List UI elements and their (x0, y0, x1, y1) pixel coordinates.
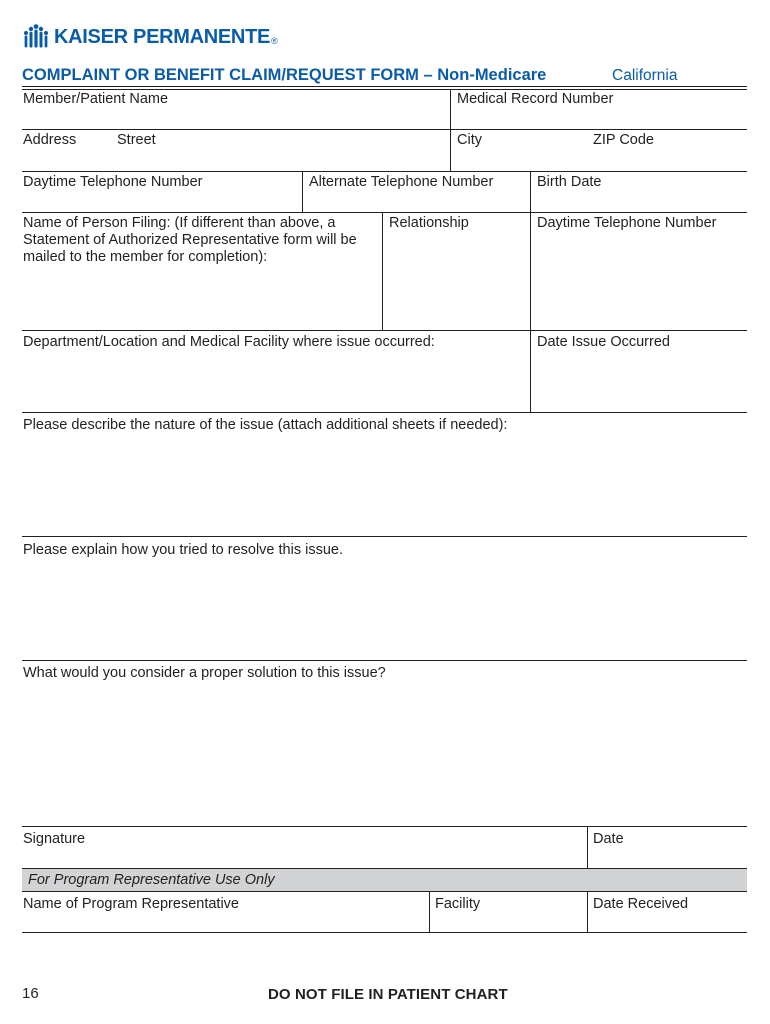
address-field[interactable] (22, 130, 450, 171)
page-number: 16 (22, 985, 39, 1002)
person-filing-label: Name of Person Filing: (If different than above, a Statement of Authorized Representative form will be mailed to the member for completion): (23, 215, 357, 265)
department-location-label: Department/Location and Medical Facility where issue occurred: (23, 334, 435, 350)
member-name-label: Member/Patient Name (23, 91, 169, 107)
signature-date-label: Date (593, 831, 624, 847)
medical-record-number-label: Medical Record Number (457, 91, 614, 107)
rule-row11 (22, 932, 747, 933)
zip-label: ZIP Code (593, 132, 654, 148)
title-rule (22, 86, 747, 87)
form-region: California (612, 67, 678, 84)
alternate-phone-label: Alternate Telephone Number (309, 174, 494, 190)
kaiser-logo (22, 22, 278, 52)
address-label: Address (23, 132, 77, 148)
brand-name: KAISER PERMANENTE (54, 25, 271, 48)
relationship-label: Relationship (389, 215, 469, 231)
describe-issue-label: Please describe the nature of the issue (attach additional sheets if needed): (23, 417, 508, 433)
date-issue-occurred-label: Date Issue Occurred (537, 334, 670, 350)
facility-label: Facility (435, 896, 481, 912)
street-label: Street (117, 132, 156, 148)
daytime-phone-label: Daytime Telephone Number (23, 174, 203, 190)
signature-label: Signature (23, 831, 86, 847)
filer-daytime-phone-label: Daytime Telephone Number (537, 215, 717, 231)
proper-solution-field[interactable] (22, 661, 747, 826)
tried-to-resolve-label: Please explain how you tried to resolve this issue. (23, 542, 343, 558)
proper-solution-label: What would you consider a proper solution to this issue? (23, 665, 386, 681)
representative-band-label: For Program Representative Use Only (28, 872, 275, 888)
kaiser-people-icon (22, 24, 50, 50)
date-received-label: Date Received (593, 896, 689, 912)
registered-mark: ® (271, 36, 278, 46)
form-title: COMPLAINT OR BENEFIT CLAIM/REQUEST FORM – Non-Medicare (22, 66, 547, 84)
birth-date-label: Birth Date (537, 174, 602, 190)
city-label: City (457, 132, 482, 148)
signature-field[interactable] (22, 827, 587, 868)
footer-notice: DO NOT FILE IN PATIENT CHART (268, 986, 508, 1003)
representative-band (22, 869, 747, 891)
rep-name-label: Name of Program Representative (23, 896, 239, 912)
